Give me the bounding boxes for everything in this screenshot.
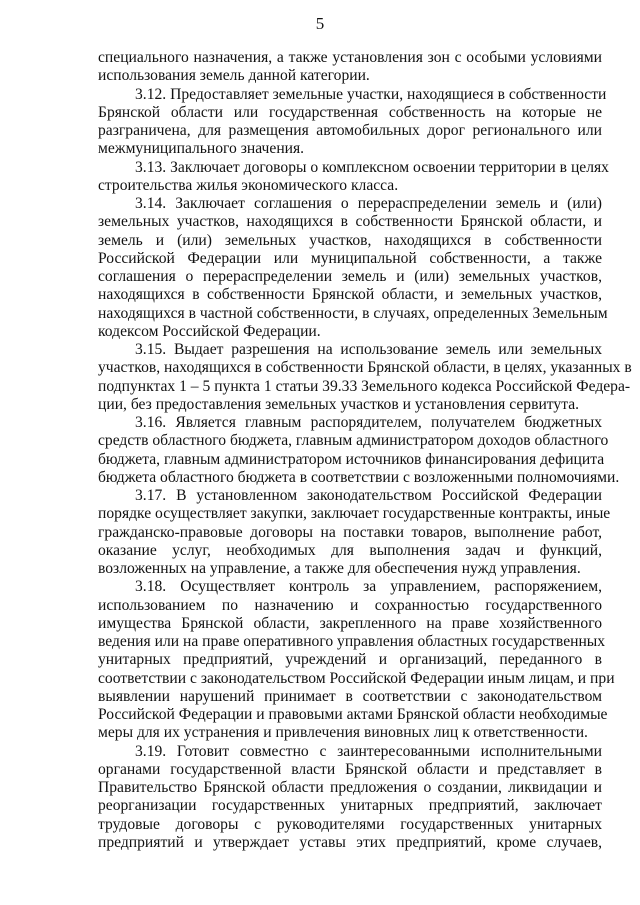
text-line: ведения или на праве оперативного управления областных государственных <box>98 633 606 650</box>
text-line: средств областного бюджета, главным администратором доходов областного <box>98 432 609 450</box>
text-line: Российской Федерации и правовыми актами Брянской области необходимые <box>98 706 608 723</box>
paragraph-3-16 <box>98 414 620 487</box>
text-line: соответствии с законодательством Российской Федерации иным лицам, и при <box>98 669 615 687</box>
text-line: 3.15. Выдает разрешения на использование земель или земельных <box>135 341 602 358</box>
text-line: унитарных предприятий, учреждений и организаций, переданного в <box>98 651 602 669</box>
text-line: 3.18. Осуществляет контроль за управлением, распоряжением, <box>135 578 602 596</box>
text-line: предприятий и утверждает уставы этих предприятий, кроме случаев, <box>98 833 602 851</box>
text-line: земель и (или) земельных участков, находящихся в собственности <box>98 231 602 249</box>
paragraph-3-19 <box>98 743 602 853</box>
text-line: использованием по назначению и сохранностью государственного <box>98 596 602 614</box>
text-line: ции, без предоставления земельных участков и установления сервитута. <box>98 395 580 413</box>
text-line: Российской Федерации или муниципальной собственности, а также <box>98 249 602 267</box>
paragraph-3-17 <box>98 487 611 578</box>
paragraph-3-15 <box>98 341 632 414</box>
text-line: 3.14. Заключает соглашения о перераспределении земель и (или) <box>135 195 602 212</box>
text-line: органами государственной власти Брянской области и представляет в <box>98 760 602 778</box>
text-line: строительства жилья экономического класса. <box>98 176 399 194</box>
text-line: межмуниципального значения. <box>98 140 305 158</box>
text-line: разграничена, для размещения автомобильных дорог регионального или <box>98 122 602 139</box>
text-line: порядке осуществляет закупки, заключает государственные контракты, иные <box>98 505 611 523</box>
text-line: бюджета, главным администратором источников финансирования дефицита <box>98 450 605 468</box>
text-line: участков, находящихся в собственности Брянской области, в целях, указанных в <box>98 359 632 377</box>
text-line: 3.16. Является главным распорядителем, получателем бюджетных <box>135 414 602 431</box>
text-line: имущества Брянской области, закрепленного на праве хозяйственного <box>98 614 602 632</box>
text-line: возложенных на управление, а также для обеспечения нужд управления. <box>98 560 581 577</box>
text-line: оказание услуг, необходимых для выполнения задач и функций, <box>98 541 602 559</box>
paragraph-3-18 <box>98 578 615 742</box>
text-line: подпунктах 1 – 5 пункта 1 статьи 39.33 Земельного кодекса Российской Федера- <box>98 377 631 395</box>
text-line: Брянской области или государственная собственность на которые не <box>98 103 602 121</box>
paragraph-3-13 <box>98 158 609 196</box>
text-line: 3.12. Предоставляет земельные участки, находящиеся в собственности <box>135 85 607 103</box>
text-line: специального назначения, а также установления зон с особыми условиями <box>98 49 602 66</box>
text-line: 3.19. Готовит совместно с заинтересованными исполнительными <box>135 742 602 760</box>
document-body <box>98 49 632 852</box>
paragraph-continuation <box>98 49 602 86</box>
text-line: Правительство Брянской области предложения о создании, ликвидации и <box>98 779 602 796</box>
page-number: 5 <box>315 14 325 33</box>
text-line: использования земель данной категории. <box>98 67 370 85</box>
text-line: гражданско-правовые договоры на поставки товаров, выполнение работ, <box>98 523 602 541</box>
text-line: находящихся в частной собственности, в случаях, определенных Земельным <box>98 304 608 322</box>
text-line: реорганизации государственных унитарных предприятий, заключает <box>98 797 602 815</box>
text-line: 3.17. В установленном законодательством Российской Федерации <box>135 487 602 504</box>
text-line: меры для их устранения и привлечения виновных лиц к ответственности. <box>98 724 588 742</box>
text-line: находящихся в собственности Брянской области, и земельных участков, <box>98 286 602 304</box>
text-line: соглашения о перераспределении земель и (или) земельных участков, <box>98 268 602 285</box>
paragraph-3-12 <box>98 85 607 159</box>
text-line: бюджета областного бюджета в соответствии с возложенными полномочиями. <box>98 468 620 486</box>
paragraph-3-14 <box>98 195 608 341</box>
text-line: трудовые договоры с руководителями государственных унитарных <box>98 815 602 833</box>
text-line: кодексом Российской Федерации. <box>98 322 321 340</box>
text-line: выявлении нарушений принимает в соответствии с законодательством <box>98 687 602 705</box>
text-line: земельных участков, находящихся в собственности Брянской области, и <box>98 213 602 231</box>
text-line: 3.13. Заключает договоры о комплексном освоении территории в целях <box>135 158 609 176</box>
